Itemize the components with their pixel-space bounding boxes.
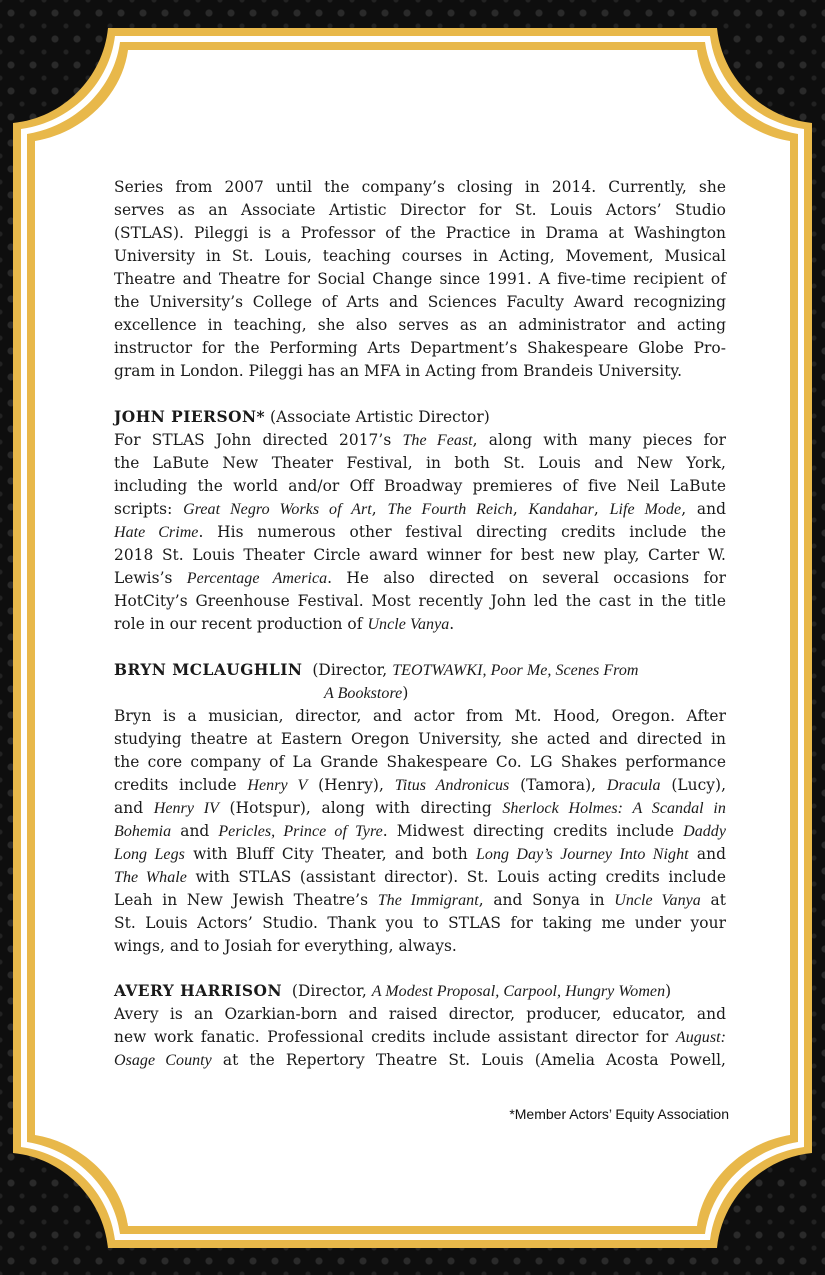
bio-line: 2018 St. Louis Theater Circle award winner for best new play, Carter W. [114,546,726,564]
bio-line: For STLAS John directed 2017’s The Feast, along with many pieces for [114,431,727,449]
bio-avery-harrison [114,980,726,1072]
person-name: BRYN MCLAUGHLIN [114,661,303,679]
person-role: (Director, A Modest Proposal, Carpool, Hungry Women) [291,982,672,1000]
bio-line: Lewis’s Percentage America. He also directed on several occasions for [114,569,726,587]
person-role: (Director, TEOTWAWKI, Poor Me, Scenes From [312,661,639,679]
bio-line: the LaBute New Theater Festival, in both St. Louis and New York, [114,454,726,472]
bio-line: Bryn is a musician, director, and actor from Mt. Hood, Oregon. After [114,707,726,725]
bio-line: wings, and to Josiah for everything, always. [114,937,457,955]
bio-line: including the world and/or Off Broadway premieres of five Neil LaBute [114,477,726,495]
bio-line: Theatre and Theatre for Social Change since 1991. A five-time recipient of [114,270,726,288]
bio-line: studying theatre at Eastern Oregon University, she acted and directed in [114,730,726,748]
bio-line: serves as an Associate Artistic Director for St. Louis Actors’ Studio [114,201,726,219]
bio-line: gram in London. Pileggi has an MFA in Acting from Brandeis University. [114,362,683,380]
bio-line: the University’s College of Arts and Sciences Faculty Award recognizing [114,293,726,311]
bio-line: scripts: Great Negro Works of Art, The Fourth Reich, Kandahar, Life Mode, and [114,500,726,518]
bio-john-pierson [114,406,726,636]
bio-bryn-mclaughlin [114,659,726,958]
person-role-cont: A Bookstore) [324,684,409,702]
bio-line: and Henry IV (Hotspur), along with directing Sherlock Holmes: A Scandal in [114,799,726,817]
bio-line: new work fanatic. Professional credits include assistant director for August: [114,1028,726,1046]
bio-line: instructor for the Performing Arts Department’s Shakespeare Globe Pro- [114,339,726,357]
bio-line: Hate Crime. His numerous other festival directing credits include the [114,523,726,541]
bio-line: credits include Henry V (Henry), Titus Andronicus (Tamora), Dracula (Lucy), [114,776,727,794]
bio-line: Long Legs with Bluff City Theater, and both Long Day’s Journey Into Night and [114,845,726,863]
bio-heading [114,980,726,1003]
bio-line: St. Louis Actors’ Studio. Thank you to STLAS for taking me under your [114,914,726,932]
bio-line: the core company of La Grande Shakespeare Co. LG Shakes performance [114,753,726,771]
bio-heading [114,659,726,682]
person-role: (Associate Artistic Director) [270,408,490,426]
bio-line: role in our recent production of Uncle Vanya. [114,615,455,633]
bio-line: Bohemia and Pericles, Prince of Tyre. Midwest directing credits include Daddy [114,822,726,840]
person-name: JOHN PIERSON* [114,408,266,426]
bio-line: University in St. Louis, teaching courses in Acting, Movement, Musical [114,247,726,265]
bio-continued [114,176,726,383]
equity-footnote: *Member Actors’ Equity Association [509,1106,729,1122]
bio-line: Avery is an Ozarkian-born and raised director, producer, educator, and [114,1005,726,1023]
bio-line: Osage County at the Repertory Theatre St. Louis (Amelia Acosta Powell, [114,1051,726,1069]
bio-line: Leah in New Jewish Theatre’s The Immigrant, and Sonya in Uncle Vanya at [114,891,727,909]
bio-line: excellence in teaching, she also serves as an administrator and acting [114,316,726,334]
bio-line: HotCity’s Greenhouse Festival. Most recently John led the cast in the title [114,592,726,610]
person-name: AVERY HARRISON [114,982,283,1000]
bio-line: The Whale with STLAS (assistant director). St. Louis acting credits include [114,868,726,886]
bio-line: Series from 2007 until the company’s closing in 2014. Currently, she [114,178,726,196]
bio-line: (STLAS). Pileggi is a Professor of the Practice in Drama at Washington [114,224,726,242]
bio-heading [114,406,726,429]
